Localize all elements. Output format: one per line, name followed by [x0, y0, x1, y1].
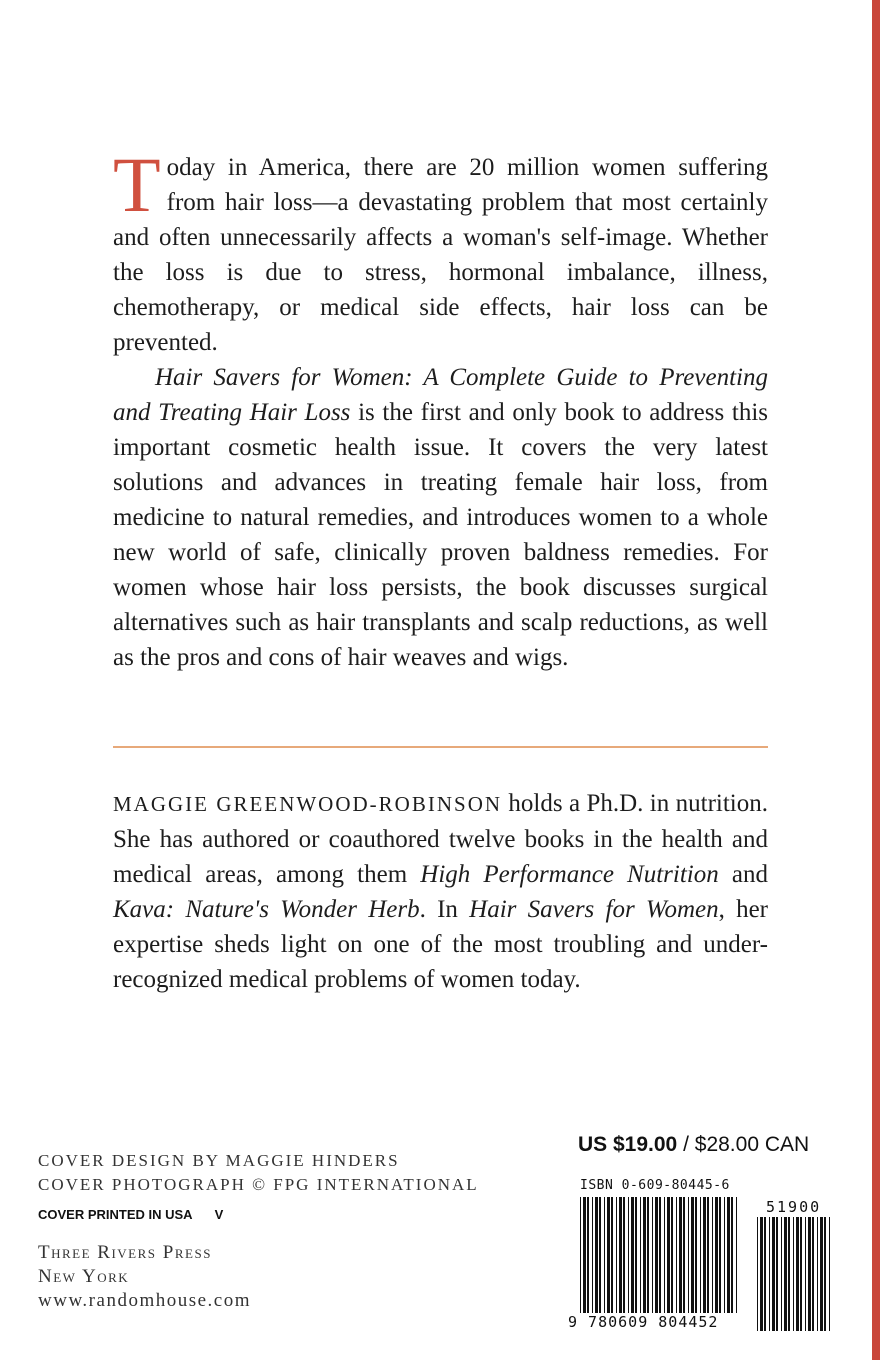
barcode-ext-bar-6: [781, 1217, 782, 1331]
barcode-ext-bar-2: [764, 1217, 766, 1331]
barcode-main-bar-16: [643, 1197, 646, 1313]
barcode-main-bar-8: [611, 1197, 613, 1313]
publisher-url: www.randomhouse.com: [38, 1290, 252, 1311]
description-paragraph-1: [113, 141, 768, 360]
cover-photo-credit: COVER PHOTOGRAPH © FPG INTERNATIONAL: [38, 1175, 479, 1194]
barcode-ext-bar-15: [817, 1217, 818, 1331]
book-title-high-performance-nutrition: High Performance Nutrition: [420, 861, 719, 888]
barcode-ext-bar-10: [796, 1217, 799, 1331]
barcode-digits: 9 780609 804452: [568, 1313, 719, 1331]
price-code-digits: 51900: [766, 1198, 822, 1216]
cover-design-credit: COVER DESIGN BY MAGGIE HINDERS: [38, 1151, 400, 1170]
spine-edge-stripe: [872, 0, 880, 1360]
cover-credits: [38, 1149, 479, 1197]
barcode-ext-bar-18: [829, 1217, 830, 1331]
barcode-main-bar-24: [676, 1197, 677, 1313]
barcode-main-bar-9: [616, 1197, 617, 1313]
publisher-name: Three Rivers Press: [38, 1242, 212, 1263]
barcode-main-bar-0: [580, 1197, 581, 1313]
barcode-main-bar-33: [712, 1197, 713, 1313]
author-name: MAGGIE GREENWOOD-ROBINSON: [113, 792, 503, 816]
barcode-main-bar-37: [727, 1197, 730, 1313]
barcode-main-bar-39: [736, 1197, 737, 1313]
barcode-main-bar-7: [607, 1197, 610, 1313]
barcode-ext-bar-4: [772, 1217, 775, 1331]
barcode-main-bar-15: [640, 1197, 641, 1313]
description-paragraph-2-text: is the first and only book to address this important cosmetic health issue. It covers the very latest solutions and advances in treating female hair loss, from medicine to natural remedies, and introduces women to a whole new world of safe, clinically proven baldness remedies. For women whose hair loss persists, the book discusses surgical alternatives such as hair transplants and scalp reductions, as well as the pros and cons of hair weaves and wigs.: [113, 399, 769, 671]
barcode-ext-bar-9: [793, 1217, 794, 1331]
barcode-main-bar-35: [719, 1197, 721, 1313]
barcode-main-bar-38: [731, 1197, 733, 1313]
barcode-main-bar-25: [679, 1197, 682, 1313]
barcode-main-bar-29: [695, 1197, 697, 1313]
barcode-ext-bar-3: [769, 1217, 770, 1331]
barcode-ext-bar-1: [760, 1217, 763, 1331]
barcode-main-bar-27: [688, 1197, 689, 1313]
author-bio-text-2: and: [718, 861, 768, 888]
barcode-main-bar-18: [652, 1197, 653, 1313]
barcode-ext-bar-7: [784, 1217, 787, 1331]
barcode-main-bar-10: [619, 1197, 622, 1313]
barcode-main-bar-6: [604, 1197, 605, 1313]
barcode-main-bar-26: [683, 1197, 685, 1313]
barcode-main-bar-17: [647, 1197, 649, 1313]
barcode-ext-bar-5: [776, 1217, 778, 1331]
barcode-ext-bar-14: [812, 1217, 814, 1331]
author-bio-text-3: . In: [419, 896, 470, 923]
isbn-label: ISBN 0-609-80445-6: [580, 1178, 730, 1193]
barcode-ext-bar-8: [788, 1217, 790, 1331]
price-separator: /: [677, 1133, 695, 1156]
printed-label: COVER PRINTED IN USA: [38, 1207, 193, 1222]
drop-cap-letter: T: [113, 141, 161, 228]
book-title-kava: Kava: Nature's Wonder Herb: [113, 896, 420, 923]
barcode-ext-bar-0: [757, 1217, 758, 1331]
barcode-main-bar-21: [664, 1197, 665, 1313]
description-paragraph-2: [113, 360, 768, 675]
author-bio: [113, 786, 768, 997]
barcode-main-bar-11: [623, 1197, 625, 1313]
author-bio-text-4: , her expertise sheds light on one of the most troubling and under-recognized medical problems of women today.: [113, 896, 769, 993]
barcode-main-bar-12: [628, 1197, 629, 1313]
barcode-main-bar-5: [599, 1197, 601, 1313]
barcode-main-bar-36: [724, 1197, 725, 1313]
barcode-ext-bar-11: [800, 1217, 802, 1331]
barcode-ext-bar-12: [805, 1217, 806, 1331]
section-divider: [113, 746, 768, 748]
book-title-hair-savers: Hair Savers for Women: [469, 896, 719, 923]
barcode-main-bar-22: [667, 1197, 670, 1313]
price-code-barcode: [757, 1217, 833, 1331]
printed-in-usa: [38, 1207, 223, 1222]
book-full-title: Hair Savers for Women: A Complete Guide to Preventing and Treating Hair Loss: [113, 364, 768, 426]
description-paragraph-1-text: oday in America, there are 20 million women suffering from hair loss—a devastating problem that most certainly and often unnecessarily affects a woman's self-image. Whether the loss is due to stress, hormonal imbalance, illness, chemotherapy, or medical side effects, hair loss can be prevented.: [113, 154, 768, 356]
barcode-main-bar-1: [583, 1197, 586, 1313]
barcode-main-bar-28: [691, 1197, 694, 1313]
price-can: $28.00 CAN: [694, 1133, 810, 1156]
book-description: [113, 141, 769, 675]
printed-code: V: [214, 1207, 224, 1222]
barcode-main-bar-19: [655, 1197, 658, 1313]
price-us: US $19.00: [578, 1133, 678, 1156]
price-line: [578, 1133, 809, 1157]
ean-barcode: [580, 1197, 740, 1313]
barcode-ext-bar-13: [808, 1217, 811, 1331]
barcode-ext-bar-17: [824, 1217, 826, 1331]
barcode-main-bar-13: [631, 1197, 634, 1313]
publisher-city: New York: [38, 1266, 130, 1287]
barcode-main-bar-20: [659, 1197, 661, 1313]
barcode-main-bar-2: [587, 1197, 589, 1313]
publisher-info: [38, 1241, 251, 1313]
barcode-main-bar-4: [595, 1197, 598, 1313]
barcode-main-bar-32: [707, 1197, 709, 1313]
barcode-main-bar-31: [703, 1197, 706, 1313]
barcode-main-bar-14: [635, 1197, 637, 1313]
barcode-main-bar-3: [592, 1197, 593, 1313]
barcode-main-bar-34: [715, 1197, 718, 1313]
author-bio-paragraph: [113, 786, 768, 997]
barcode-main-bar-23: [671, 1197, 673, 1313]
barcode-main-bar-30: [700, 1197, 701, 1313]
author-bio-text-1: holds a Ph.D. in nutrition. She has authored or coauthored twelve books in the health and medical areas, among them: [113, 790, 768, 888]
barcode-ext-bar-16: [820, 1217, 823, 1331]
